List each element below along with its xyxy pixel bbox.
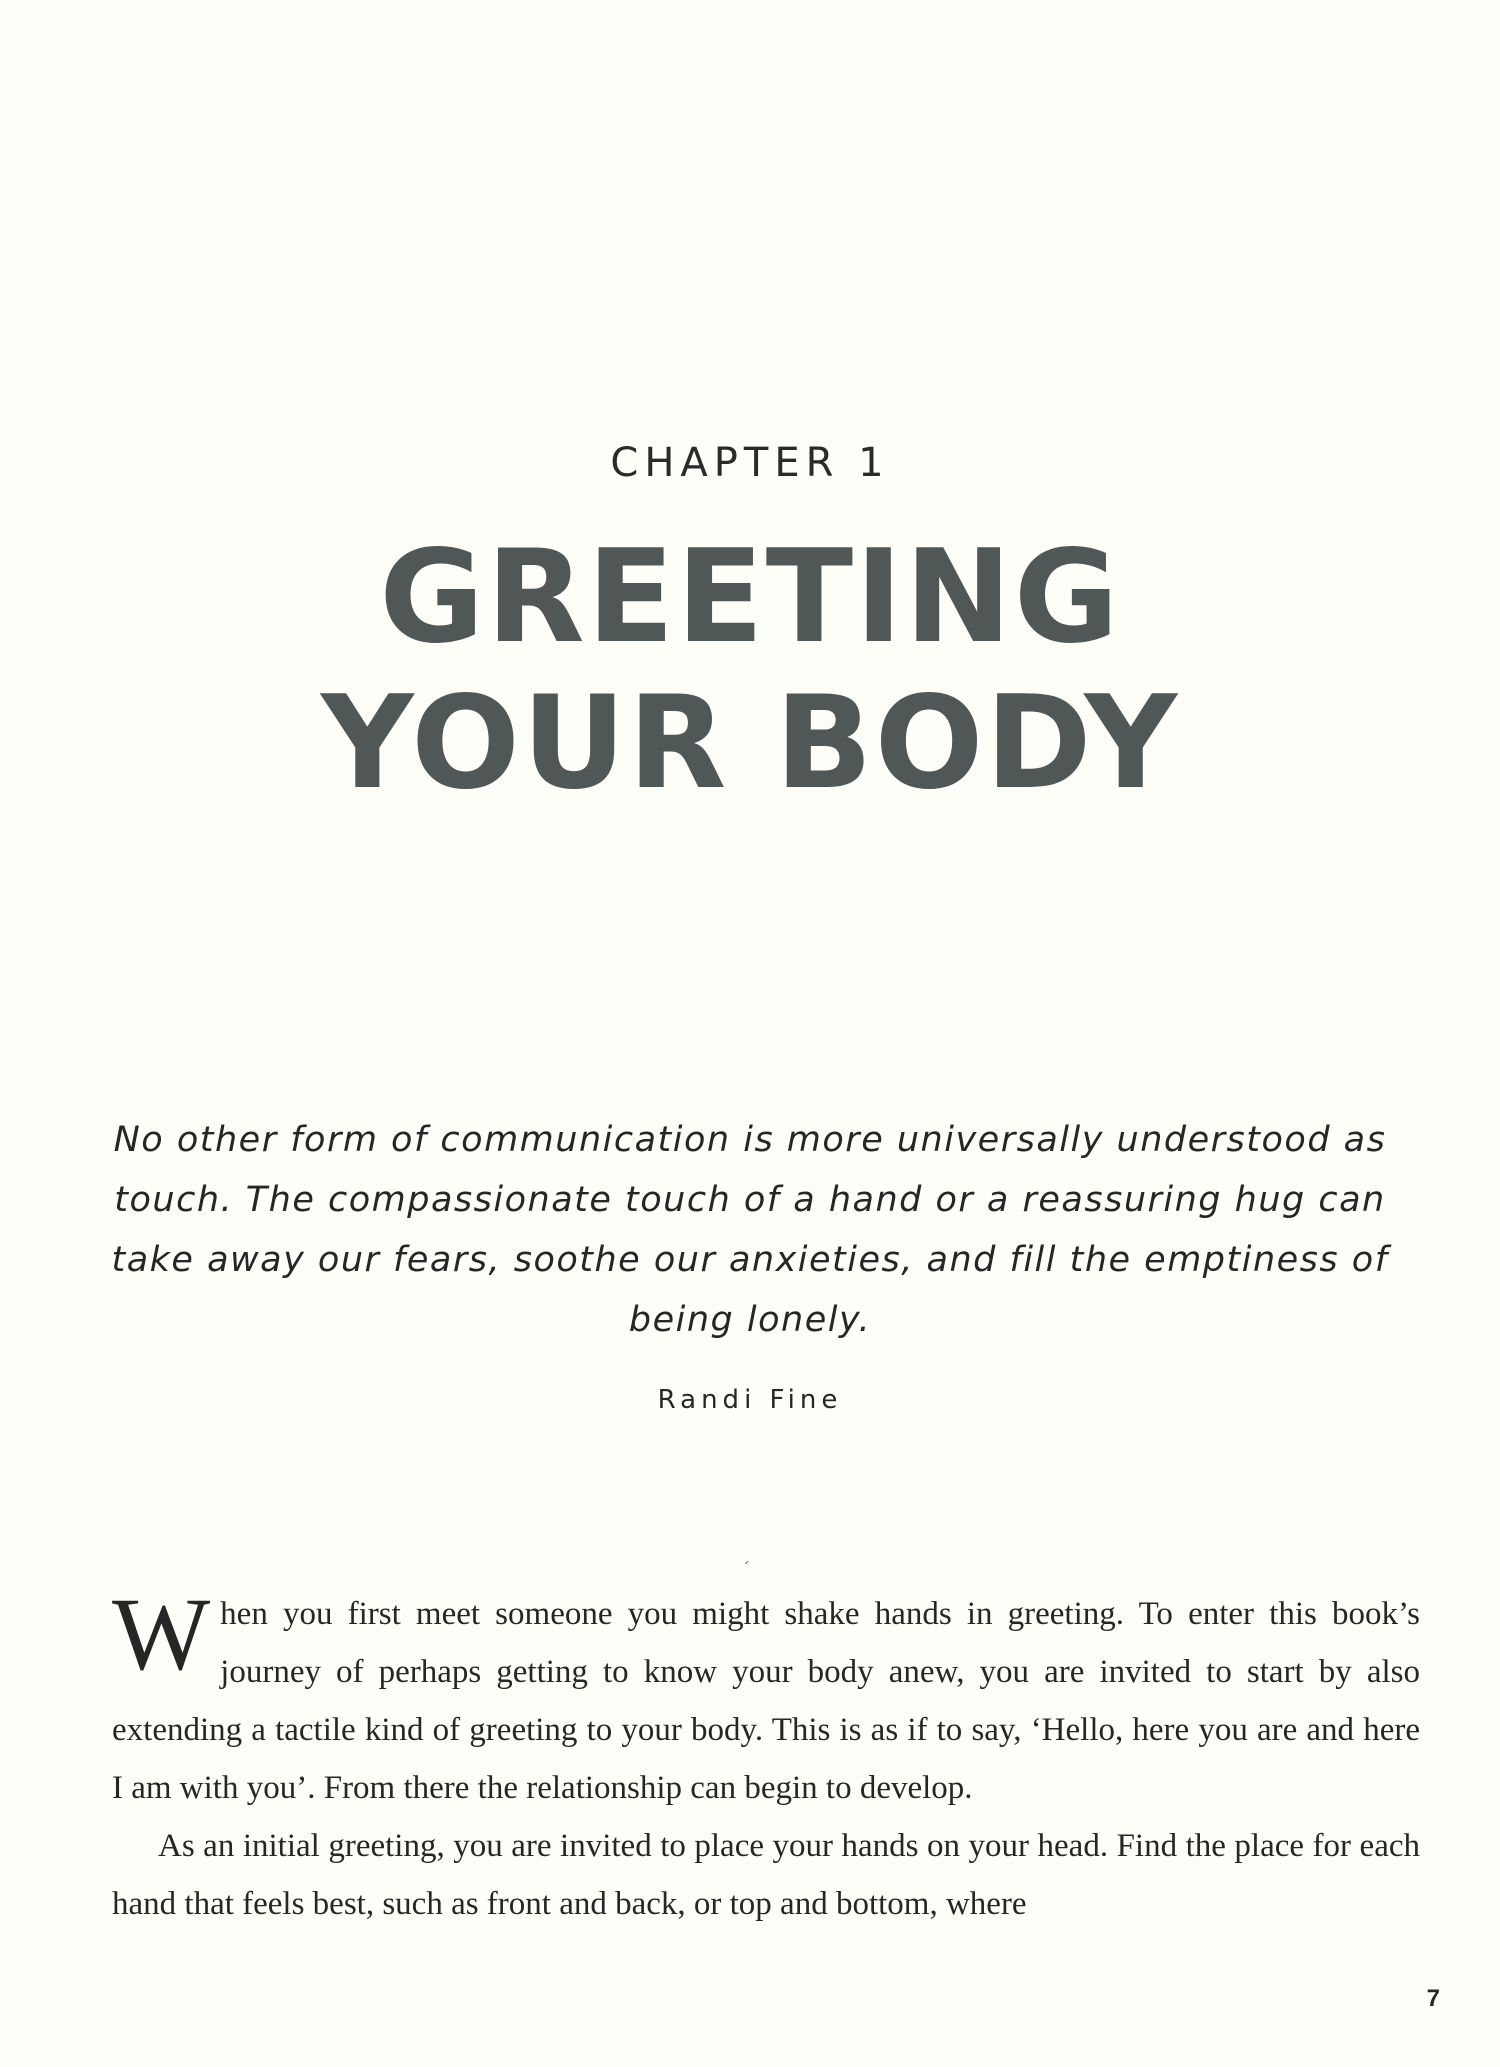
drop-cap: W [112,1577,211,1692]
chapter-label: CHAPTER 1 [610,440,890,486]
chapter-title [0,525,1500,817]
paragraph-1-text: hen you first meet someone you might shake hands in greeting. To enter this book’s journey of perhaps getting to know your body anew, you are invited to start by also extending a tactile kind of greeting to your body. This is as if to say, ‘Hello, here you are and here I am with you’. From there the relationship can begin to develop. [112,1596,1420,1806]
epigraph-quote: No other form of communication is more universally understood as touch. The compassionate touch of a hand or a reassuring hug can take away our fears, soothe our anxieties, and fill the emptiness of being lonely. [111,1120,1389,1340]
chapter-title-line-1: GREETING [379,523,1121,672]
epigraph-author: Randi Fine [657,1385,843,1415]
chapter-title-line-2: YOUR BODY [321,669,1179,818]
body-text [112,1577,1420,1933]
ink-speck: ˏ [742,1545,750,1564]
page-number: 7 [1426,1985,1440,2012]
paragraph-1 [112,1577,1420,1817]
paragraph-2: As an initial greeting, you are invited to place your hands on your head. Find the place for each hand that feels best, such as front and back, or top and bottom, where [112,1828,1420,1922]
